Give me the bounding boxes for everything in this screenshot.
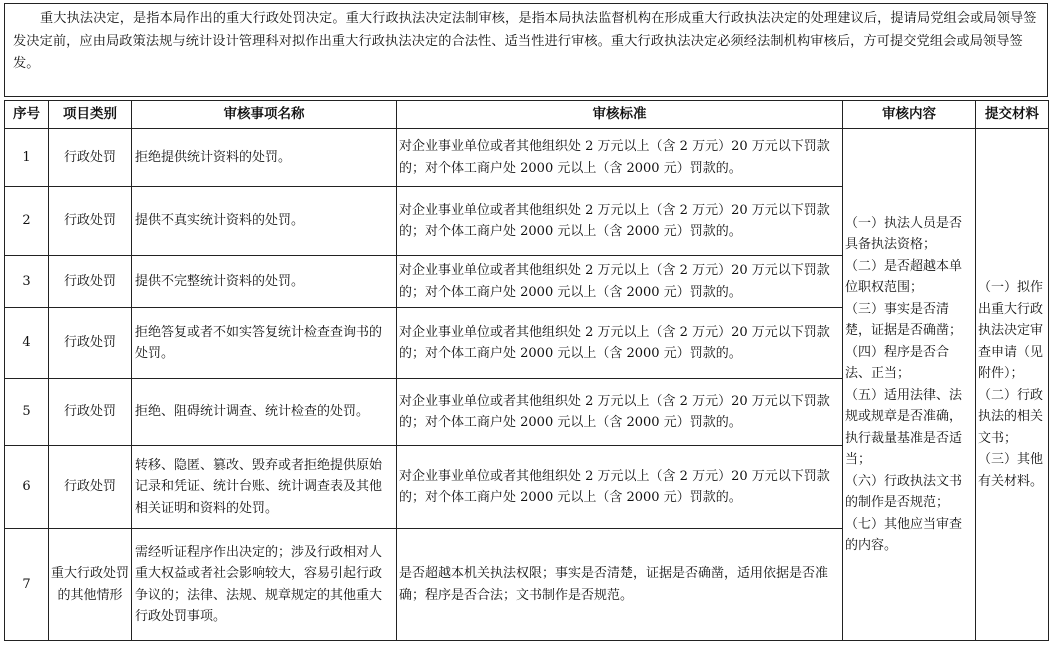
row-name: 拒绝、阻碍统计调查、统计检查的处罚。 [132,379,397,446]
row-category: 行政处罚 [49,446,132,529]
row-standard: 对企业事业单位或者其他组织处 2 万元以上（含 2 万元）20 万元以下罚款的；对个体工商户处 2000 元以上（含 2000 元）罚款的。 [397,129,843,187]
row-name: 拒绝答复或者不如实答复统计检查查询书的处罚。 [132,308,397,379]
materials-cell [976,129,1049,641]
table-header-row [5,101,1049,129]
row-category: 行政处罚 [49,256,132,308]
row-name: 转移、隐匿、篡改、毁弃或者拒绝提供原始记录和凭证、统计台账、统计调查表及其他相关证明和资料的处罚。 [132,446,397,529]
row-num: 1 [5,129,49,187]
row-name: 提供不真实统计资料的处罚。 [132,187,397,256]
row-name: 需经听证程序作出决定的；涉及行政相对人重大权益或者社会影响较大，容易引起行政争议的；法律、法规、规章规定的其他重大行政处罚事项。 [132,529,397,641]
materials-item: （二）行政执法的相关文书； [978,387,1044,446]
row-standard: 对企业事业单位或者其他组织处 2 万元以上（含 2 万元）20 万元以下罚款的；对个体工商户处 2000 元以上（含 2000 元）罚款的。 [397,446,843,529]
materials-item: （三）其他有关材料。 [978,452,1044,489]
header-name: 审核事项名称 [132,101,397,129]
table-row [5,129,1049,187]
row-category: 重大行政处罚的其他情形 [49,529,132,641]
row-name: 拒绝提供统计资料的处罚。 [132,129,397,187]
row-standard: 对企业事业单位或者其他组织处 2 万元以上（含 2 万元）20 万元以下罚款的；对个体工商户处 2000 元以上（含 2000 元）罚款的。 [397,256,843,308]
row-num: 6 [5,446,49,529]
review-table [4,100,1049,641]
review-content-item: （七）其他应当审查的内容。 [845,516,963,553]
row-standard: 对企业事业单位或者其他组织处 2 万元以上（含 2 万元）20 万元以下罚款的；对个体工商户处 2000 元以上（含 2000 元）罚款的。 [397,187,843,256]
row-category: 行政处罚 [49,308,132,379]
review-content-item: （二）是否超越本单位职权范围； [845,258,963,295]
row-category: 行政处罚 [49,187,132,256]
row-standard: 是否超越本机关执法权限；事实是否清楚，证据是否确凿，适用依据是否准确；程序是否合法；文书制作是否规范。 [397,529,843,641]
header-category: 项目类别 [49,101,132,129]
review-content-item: （四）程序是否合法、正当； [845,344,950,381]
row-num: 4 [5,308,49,379]
row-name: 提供不完整统计资料的处罚。 [132,256,397,308]
review-content-item: （六）行政执法文书的制作是否规范； [845,473,963,510]
intro-text: 重大执法决定，是指本局作出的重大行政处罚决定。重大行政执法决定法制审核，是指本局执法监督机构在形成重大行政执法决定的处理建议后，提请局党组会或局领导签发决定前，应由局政策法规与统计设计管理科对拟作出重大行政执法决定的合法性、适当性进行审核。重大行政执法决定必须经法制机构审核后，方可提交党组会或局领导签发。 [13,11,1037,71]
row-num: 5 [5,379,49,446]
review-content-item: （一）执法人员是否具备执法资格； [845,215,963,252]
materials-item: （一）拟作出重大行政执法决定审查申请（见附件）； [978,280,1044,381]
row-standard: 对企业事业单位或者其他组织处 2 万元以上（含 2 万元）20 万元以下罚款的；对个体工商户处 2000 元以上（含 2000 元）罚款的。 [397,308,843,379]
header-materials: 提交材料 [976,101,1049,129]
review-content-item: （五）适用法律、法规或规章是否准确，执行裁量基准是否适当； [845,387,963,467]
intro-box [4,3,1048,97]
review-content-cell [843,129,976,641]
review-content-item: （三）事实是否清楚，证据是否确凿； [845,301,963,338]
row-num: 7 [5,529,49,641]
row-num: 3 [5,256,49,308]
row-category: 行政处罚 [49,129,132,187]
row-num: 2 [5,187,49,256]
header-num: 序号 [5,101,49,129]
header-content: 审核内容 [843,101,976,129]
header-standard: 审核标准 [397,101,843,129]
row-category: 行政处罚 [49,379,132,446]
row-standard: 对企业事业单位或者其他组织处 2 万元以上（含 2 万元）20 万元以下罚款的；对个体工商户处 2000 元以上（含 2000 元）罚款的。 [397,379,843,446]
